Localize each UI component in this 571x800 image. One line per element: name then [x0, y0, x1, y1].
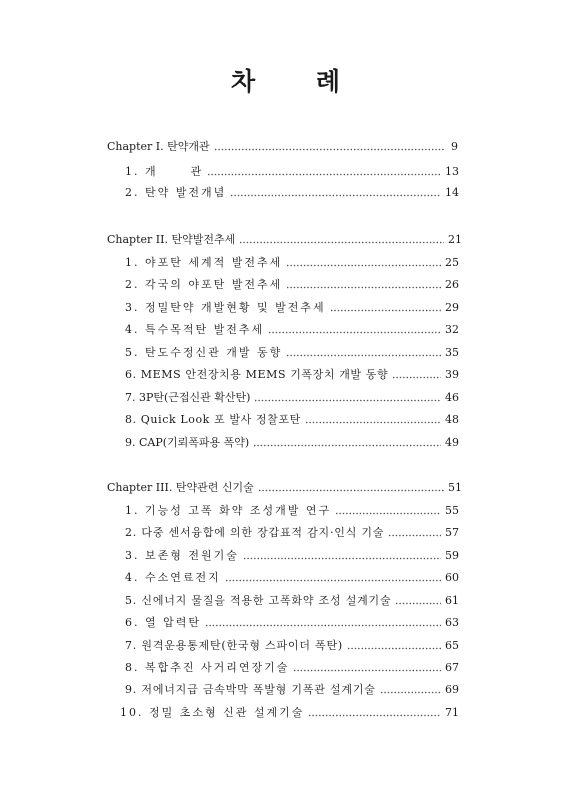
page-number: 51 [448, 481, 462, 494]
dot-leader [286, 260, 441, 270]
page-number: 57 [445, 526, 459, 539]
dot-leader [305, 417, 441, 427]
item-label: 7. 원격운용통제탄(한국형 스파이더 폭탄) [125, 639, 343, 652]
dot-leader [395, 598, 441, 608]
item-label: 1. 야포탄 세계적 발전추세 [125, 256, 283, 269]
toc-item[interactable] [0, 317, 571, 337]
item-label: 4. 특수목적탄 발전추세 [125, 323, 265, 336]
toc-item[interactable] [0, 159, 571, 179]
dot-leader [205, 620, 441, 630]
page-number: 29 [445, 301, 459, 314]
toc-item[interactable] [0, 520, 571, 540]
chapter-label: Chapter III. 탄약관련 신기술 [107, 481, 254, 494]
toc-item[interactable] [0, 565, 571, 585]
page-number: 9 [451, 140, 458, 153]
page-number: 32 [445, 323, 459, 336]
item-label: 4. 수소연료전지 [125, 571, 221, 584]
dot-leader [392, 372, 441, 382]
toc-item[interactable] [0, 498, 571, 518]
toc-item[interactable] [0, 295, 571, 315]
toc-item[interactable] [0, 407, 571, 427]
toc-item[interactable] [0, 633, 571, 653]
toc-item[interactable] [0, 385, 571, 405]
page-number: 13 [445, 165, 459, 178]
dot-leader [335, 508, 441, 518]
item-label: 2. 각국의 야포탄 발전추세 [125, 278, 283, 291]
item-label: 2. 탄약 발전개념 [125, 186, 227, 199]
item-label: 9. CAP(기뢰폭파용 폭약) [125, 436, 250, 449]
dot-leader [243, 553, 441, 563]
toc-item[interactable] [0, 677, 571, 697]
dot-leader [347, 643, 441, 653]
page-number: 46 [445, 391, 459, 404]
toc-item[interactable] [0, 272, 571, 292]
item-label: 5. 신에너지 물질을 적용한 고폭화약 조성 설계기술 [125, 594, 392, 607]
dot-leader [286, 350, 441, 360]
dot-leader [388, 530, 441, 540]
dot-leader [253, 440, 441, 450]
item-label: 8. Quick Look 포 발사 정찰포탄 [125, 413, 301, 426]
page-number: 55 [445, 504, 459, 517]
page-number: 67 [445, 661, 459, 674]
dot-leader [293, 665, 441, 675]
toc-item[interactable] [0, 340, 571, 360]
toc-chapter-3[interactable] [0, 475, 571, 495]
page-number: 65 [445, 639, 459, 652]
toc-item[interactable] [0, 610, 571, 630]
dot-leader [254, 395, 441, 405]
item-label: 10. 정밀 초소형 신관 설계기술 [120, 706, 305, 719]
item-label: 6. 열 압력탄 [125, 616, 201, 629]
page-number: 14 [445, 186, 459, 199]
item-label: 5. 탄도수정신관 개발 동향 [125, 346, 283, 359]
dot-leader [230, 190, 441, 200]
item-label: 6. MEMS 안전장치용 MEMS 기폭장치 개발 동향 [125, 368, 389, 381]
toc-chapter-2[interactable] [0, 227, 571, 247]
dot-leader [225, 575, 441, 585]
page-number: 69 [445, 683, 459, 696]
page-number: 71 [445, 706, 459, 719]
dot-leader [330, 305, 441, 315]
toc-item[interactable] [0, 362, 571, 382]
page-number: 35 [445, 346, 459, 359]
toc-item[interactable] [0, 700, 571, 720]
toc-item[interactable] [0, 250, 571, 270]
item-label: 1. 개 관 [125, 165, 204, 178]
page-number: 59 [445, 549, 459, 562]
page-title: 차 례 [230, 67, 366, 96]
page-number: 60 [445, 571, 459, 584]
toc-item[interactable] [0, 430, 571, 450]
item-label: 7. 3P탄(근접신관 확산탄) [125, 391, 251, 404]
page-number: 49 [445, 436, 459, 449]
dot-leader [268, 327, 441, 337]
item-label: 9. 저에너지급 금속박막 폭발형 기폭관 설계기술 [125, 683, 376, 696]
dot-leader [308, 710, 441, 720]
dot-leader [380, 687, 441, 697]
page-number: 25 [445, 256, 459, 269]
dot-leader [258, 485, 444, 495]
item-label: 1. 기능성 고폭 화약 조성개발 연구 [125, 504, 332, 517]
page-number: 39 [445, 368, 459, 381]
dot-leader [239, 237, 444, 247]
page-number: 26 [445, 278, 459, 291]
page-number: 21 [448, 233, 462, 246]
toc-chapter-1[interactable] [0, 134, 571, 154]
dot-leader [214, 144, 444, 154]
dot-leader [286, 282, 441, 292]
toc-item[interactable] [0, 543, 571, 563]
chapter-label: Chapter I. 탄약개관 [107, 140, 210, 153]
item-label: 3. 보존형 전원기술 [125, 549, 239, 562]
item-label: 3. 정밀탄약 개발현황 및 발전추세 [125, 301, 326, 314]
page-number: 48 [445, 413, 459, 426]
dot-leader [207, 169, 441, 179]
page-number: 63 [445, 616, 459, 629]
toc-item[interactable] [0, 655, 571, 675]
chapter-label: Chapter II. 탄약발전추세 [107, 233, 236, 246]
item-label: 8. 복합추진 사거리연장기술 [125, 661, 290, 674]
toc-item[interactable] [0, 180, 571, 200]
toc-item[interactable] [0, 588, 571, 608]
page-number: 61 [445, 594, 459, 607]
item-label: 2. 다중 센서융합에 의한 장갑표적 감지·인식 기술 [125, 526, 385, 539]
